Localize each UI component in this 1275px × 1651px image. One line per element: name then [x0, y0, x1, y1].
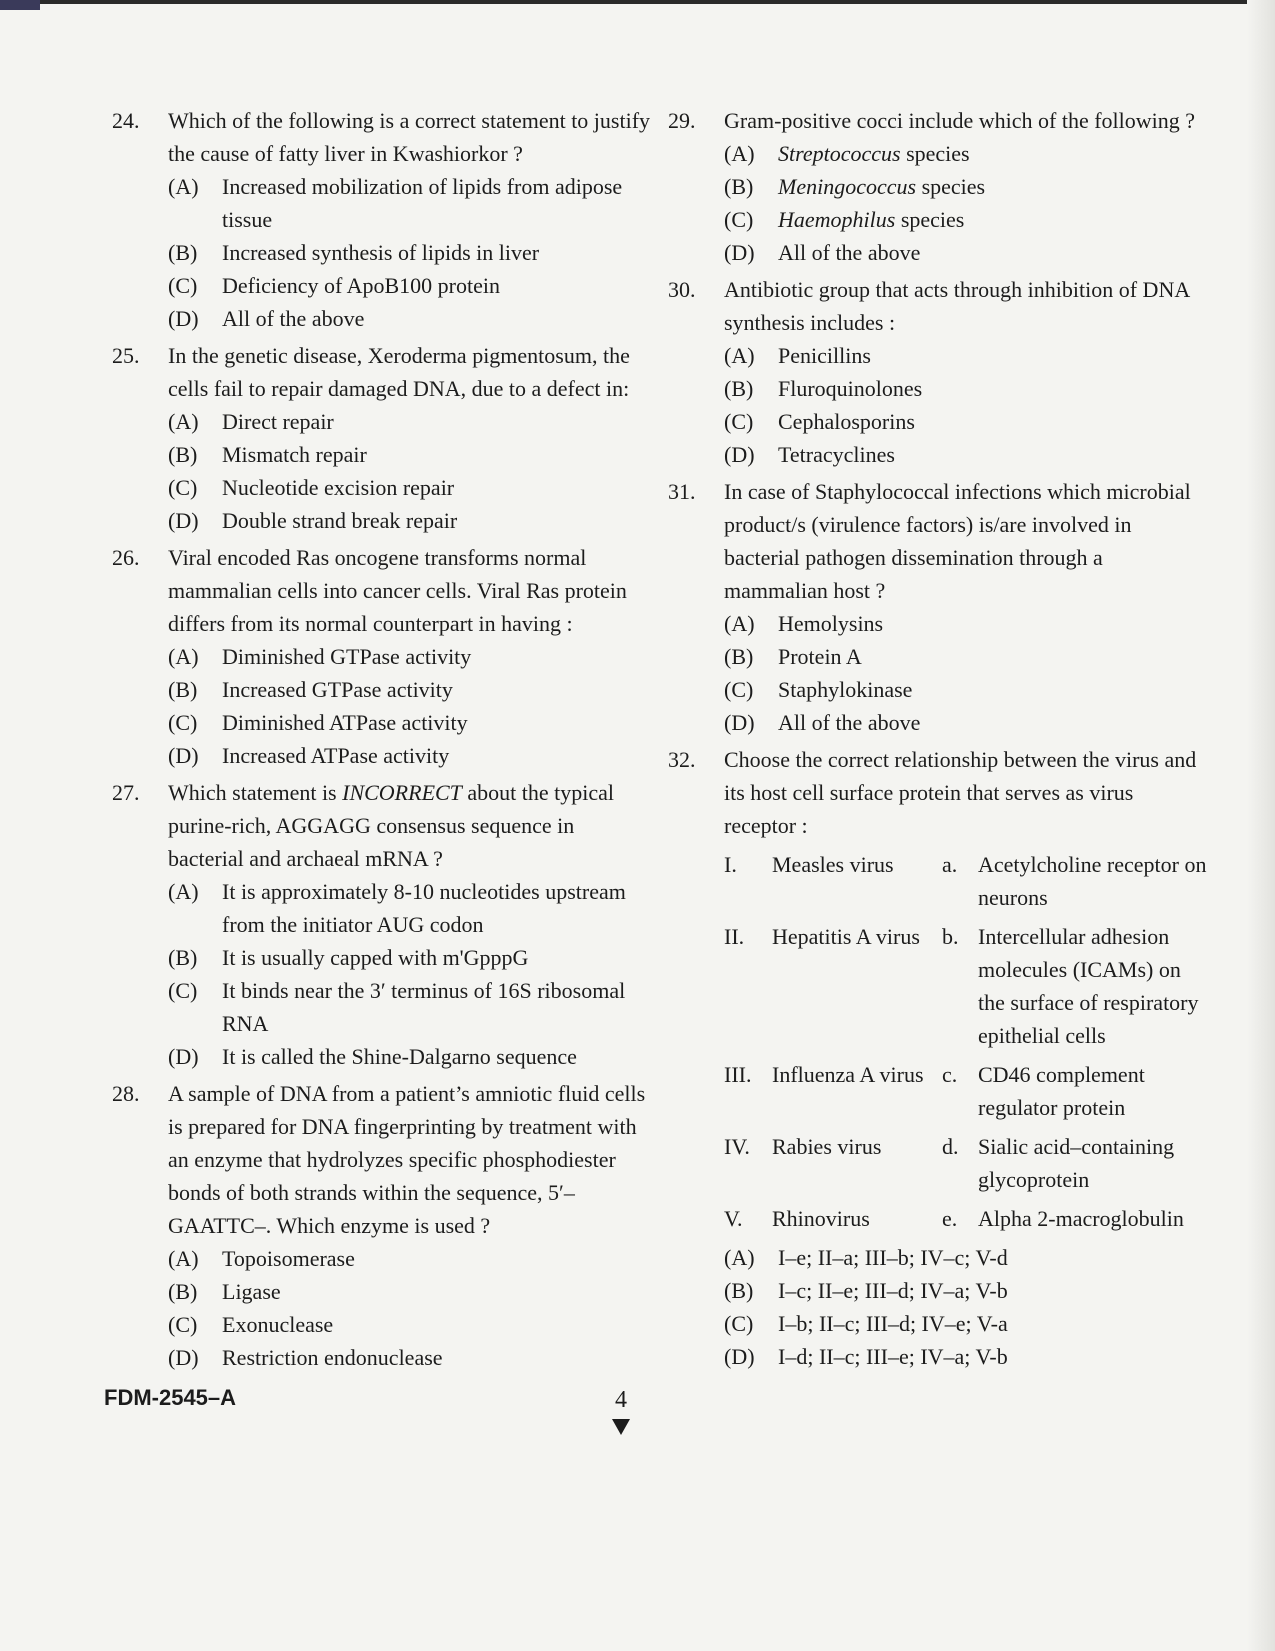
option-label: (B)	[724, 644, 754, 669]
option-text	[778, 236, 1208, 269]
top-border	[0, 0, 1275, 4]
option	[168, 941, 652, 974]
option-text: It is approximately 8-10 nucleotides upstream from the initiator AUG codon	[222, 879, 626, 937]
corner-mark	[0, 0, 40, 10]
virus-name: Rabies virus	[772, 1134, 882, 1159]
option-label: (B)	[724, 174, 754, 199]
option-label: (C)	[168, 978, 198, 1003]
question-30	[668, 273, 1208, 471]
question-text: Which of the following is a correct statement to justify the cause of fatty liver in Kwashiorkor ?	[168, 108, 651, 166]
option-text: Double strand break repair	[222, 508, 458, 533]
option-rest: species	[916, 174, 986, 199]
option-label: (D)	[724, 710, 755, 735]
option-label: (A)	[168, 174, 199, 199]
match-roman-numeral: II.	[724, 924, 745, 949]
question-31	[668, 475, 1208, 739]
option-label: (D)	[724, 1344, 755, 1369]
option-label: (D)	[724, 442, 755, 467]
option-label: (C)	[168, 710, 198, 735]
option-label: (D)	[724, 240, 755, 265]
option-text: Direct repair	[222, 409, 334, 434]
paper-code: FDM-2545–A	[104, 1385, 237, 1410]
question-stem	[112, 776, 652, 875]
option-text: All of the above	[222, 306, 365, 331]
option-label: (C)	[724, 409, 754, 434]
question-number: 31.	[668, 479, 696, 504]
question-28	[112, 1077, 652, 1374]
option-rest: species	[900, 141, 970, 166]
option-label: (C)	[724, 677, 754, 702]
match-row	[724, 1058, 1208, 1124]
turn-over-triangle-icon	[612, 1419, 630, 1435]
left-column	[112, 104, 652, 1378]
match-roman-numeral: IV.	[724, 1134, 750, 1159]
option-label: (B)	[168, 442, 198, 467]
question-text-emphasis: INCORRECT	[342, 780, 462, 805]
question-number: 25.	[112, 343, 140, 368]
option-text: Protein A	[778, 644, 862, 669]
page-edge-shadow	[1247, 0, 1275, 1651]
option-label: (B)	[168, 1279, 198, 1304]
option	[724, 372, 1208, 405]
match-table	[724, 848, 1208, 1235]
virus-name: Influenza A virus	[772, 1062, 924, 1087]
question-29	[668, 104, 1208, 269]
option	[724, 170, 1208, 203]
question-26	[112, 541, 652, 772]
receptor-name: Acetylcholine receptor on neurons	[978, 852, 1207, 910]
organism-name: Streptococcus	[778, 141, 901, 166]
option-label: (A)	[168, 644, 199, 669]
option-label: (A)	[168, 1246, 199, 1271]
option-text: Increased ATPase activity	[222, 743, 450, 768]
option	[724, 137, 1208, 170]
virus-name: Rhinovirus	[772, 1206, 870, 1231]
option-label: (D)	[168, 306, 199, 331]
option	[168, 269, 652, 302]
question-text-pre: Which statement is	[168, 780, 343, 805]
option-text: Staphylokinase	[778, 677, 913, 702]
question-text: Antibiotic group that acts through inhibition of DNA synthesis includes :	[724, 277, 1190, 335]
option-label: (B)	[724, 1278, 754, 1303]
match-roman-numeral: I.	[724, 852, 737, 877]
option-text: It binds near the 3′ terminus of 16S ribosomal RNA	[222, 978, 626, 1036]
page-number-block	[612, 1385, 630, 1435]
question-25	[112, 339, 652, 537]
question-stem	[112, 1077, 652, 1242]
option-text: Increased synthesis of lipids in liver	[222, 240, 540, 265]
option-label: (C)	[168, 475, 198, 500]
option-text: Tetracyclines	[778, 442, 895, 467]
option	[724, 405, 1208, 438]
option	[724, 706, 1208, 739]
option	[168, 504, 652, 537]
option-label: (C)	[168, 273, 198, 298]
option-text: Restriction endonuclease	[222, 1345, 443, 1370]
question-text: In case of Staphylococcal infections which microbial product/s (virulence factors) is/are involved in bacterial pathogen dissemination through a mammalian host ?	[724, 479, 1191, 603]
option-label: (B)	[168, 240, 198, 265]
option-text: It is called the Shine-Dalgarno sequence	[222, 1044, 577, 1069]
option	[168, 974, 652, 1040]
option	[168, 673, 652, 706]
question-number: 30.	[668, 277, 696, 302]
question-stem	[668, 273, 1208, 339]
option-text: I–d; II–c; III–e; IV–a; V-b	[778, 1344, 1008, 1369]
match-letter: c.	[942, 1062, 958, 1087]
option-text	[778, 137, 1208, 170]
option-text: Cephalosporins	[778, 409, 915, 434]
organism-name: Haemophilus	[778, 207, 896, 232]
option	[724, 1274, 1208, 1307]
match-row	[724, 1130, 1208, 1196]
option	[168, 1040, 652, 1073]
option-text: Penicillins	[778, 343, 871, 368]
option	[168, 875, 652, 941]
question-text: Choose the correct relationship between the virus and its host cell surface protein that serves as virus receptor :	[724, 747, 1197, 838]
question-text: In the genetic disease, Xeroderma pigmentosum, the cells fail to repair damaged DNA, due to a defect in:	[168, 343, 630, 401]
option-text: I–b; II–c; III–d; IV–e; V-a	[778, 1311, 1008, 1336]
receptor-name: Intercellular adhesion molecules (ICAMs) on the surface of respiratory epithelial cells	[978, 924, 1199, 1048]
option-label: (A)	[168, 879, 199, 904]
option-rest: All of the above	[778, 240, 921, 265]
question-text-post: about the typical purine-rich, AGGAGG consensus sequence in bacterial and archaeal mRNA ?	[168, 780, 615, 871]
option-text: Nucleotide excision repair	[222, 475, 455, 500]
option	[724, 203, 1208, 236]
option-label: (B)	[168, 945, 198, 970]
option	[724, 1241, 1208, 1274]
question-stem	[112, 541, 652, 640]
option	[168, 1341, 652, 1374]
page-number: 4	[615, 1387, 627, 1413]
match-letter: d.	[942, 1134, 959, 1159]
option-text: Ligase	[222, 1279, 281, 1304]
option	[168, 302, 652, 335]
option-text: Increased mobilization of lipids from adipose tissue	[222, 174, 623, 232]
match-roman-numeral: V.	[724, 1206, 743, 1231]
match-row	[724, 1202, 1208, 1235]
question-text: Viral encoded Ras oncogene transforms normal mammalian cells into cancer cells. Viral Ras protein differs from its normal counterpart in having :	[168, 545, 627, 636]
option-label: (B)	[724, 376, 754, 401]
match-roman-numeral: III.	[724, 1062, 752, 1087]
option	[168, 1308, 652, 1341]
option-text: Increased GTPase activity	[222, 677, 453, 702]
option	[724, 607, 1208, 640]
option-label: (C)	[724, 207, 754, 232]
option-label: (A)	[724, 611, 755, 636]
option-label: (D)	[168, 508, 199, 533]
option-label: (C)	[168, 1312, 198, 1337]
option-rest: species	[895, 207, 965, 232]
question-number: 32.	[668, 747, 696, 772]
option	[168, 1242, 652, 1275]
question-number: 27.	[112, 780, 140, 805]
option	[168, 236, 652, 269]
question-stem	[112, 339, 652, 405]
option-label: (A)	[724, 1245, 755, 1270]
option	[168, 405, 652, 438]
match-letter: b.	[942, 924, 959, 949]
question-24	[112, 104, 652, 335]
question-stem	[112, 104, 652, 170]
question-number: 24.	[112, 108, 140, 133]
option-text: I–c; II–e; III–d; IV–a; V-b	[778, 1278, 1008, 1303]
question-text: A sample of DNA from a patient’s amniotic fluid cells is prepared for DNA fingerprinting by treatment with an enzyme that hydrolyzes specific phosphodiester bonds of both strands within the sequence, 5′–GAATTC–. Which enzyme is used ?	[168, 1081, 646, 1238]
question-number: 28.	[112, 1081, 140, 1106]
question-text	[168, 776, 652, 875]
receptor-name: Sialic acid–containing glycoprotein	[978, 1134, 1175, 1192]
option	[724, 673, 1208, 706]
virus-name: Hepatitis A virus	[772, 924, 920, 949]
option	[168, 1275, 652, 1308]
option-label: (C)	[724, 1311, 754, 1336]
option-text: All of the above	[778, 710, 921, 735]
option-label: (A)	[168, 409, 199, 434]
option-text: Fluroquinolones	[778, 376, 923, 401]
option-text: Hemolysins	[778, 611, 884, 636]
option	[724, 236, 1208, 269]
match-row	[724, 848, 1208, 914]
option-text: Mismatch repair	[222, 442, 367, 467]
option	[168, 471, 652, 504]
option-text: Exonuclease	[222, 1312, 334, 1337]
organism-name: Meningococcus	[778, 174, 917, 199]
option	[724, 1340, 1208, 1373]
virus-name: Measles virus	[772, 852, 894, 877]
option-text: Diminished GTPase activity	[222, 644, 472, 669]
option-text: Diminished ATPase activity	[222, 710, 468, 735]
option	[168, 640, 652, 673]
option	[724, 339, 1208, 372]
option	[168, 170, 652, 236]
option-label: (B)	[168, 677, 198, 702]
receptor-name: CD46 complement regulator protein	[978, 1062, 1145, 1120]
option	[168, 706, 652, 739]
option-text	[778, 170, 1208, 203]
right-column	[668, 104, 1208, 1377]
option	[724, 640, 1208, 673]
question-32	[668, 743, 1208, 1373]
question-stem	[668, 475, 1208, 607]
question-27	[112, 776, 652, 1073]
match-letter: e.	[942, 1206, 958, 1231]
option	[724, 438, 1208, 471]
option-label: (D)	[168, 1345, 199, 1370]
question-text: Gram-positive cocci include which of the following ?	[724, 108, 1196, 133]
option-label: (D)	[168, 743, 199, 768]
option-label: (A)	[724, 141, 755, 166]
option-label: (D)	[168, 1044, 199, 1069]
option-text: It is usually capped with m'GpppG	[222, 945, 529, 970]
question-number: 29.	[668, 108, 696, 133]
match-letter: a.	[942, 852, 958, 877]
option-text: I–e; II–a; III–b; IV–c; V-d	[778, 1245, 1008, 1270]
option-label: (A)	[724, 343, 755, 368]
option-text: Deficiency of ApoB100 protein	[222, 273, 500, 298]
receptor-name: Alpha 2-macroglobulin	[978, 1206, 1184, 1231]
question-number: 26.	[112, 545, 140, 570]
option	[168, 438, 652, 471]
option	[168, 739, 652, 772]
option-text	[778, 203, 1208, 236]
option-text: Topoisomerase	[222, 1246, 355, 1271]
match-row	[724, 920, 1208, 1052]
option	[724, 1307, 1208, 1340]
